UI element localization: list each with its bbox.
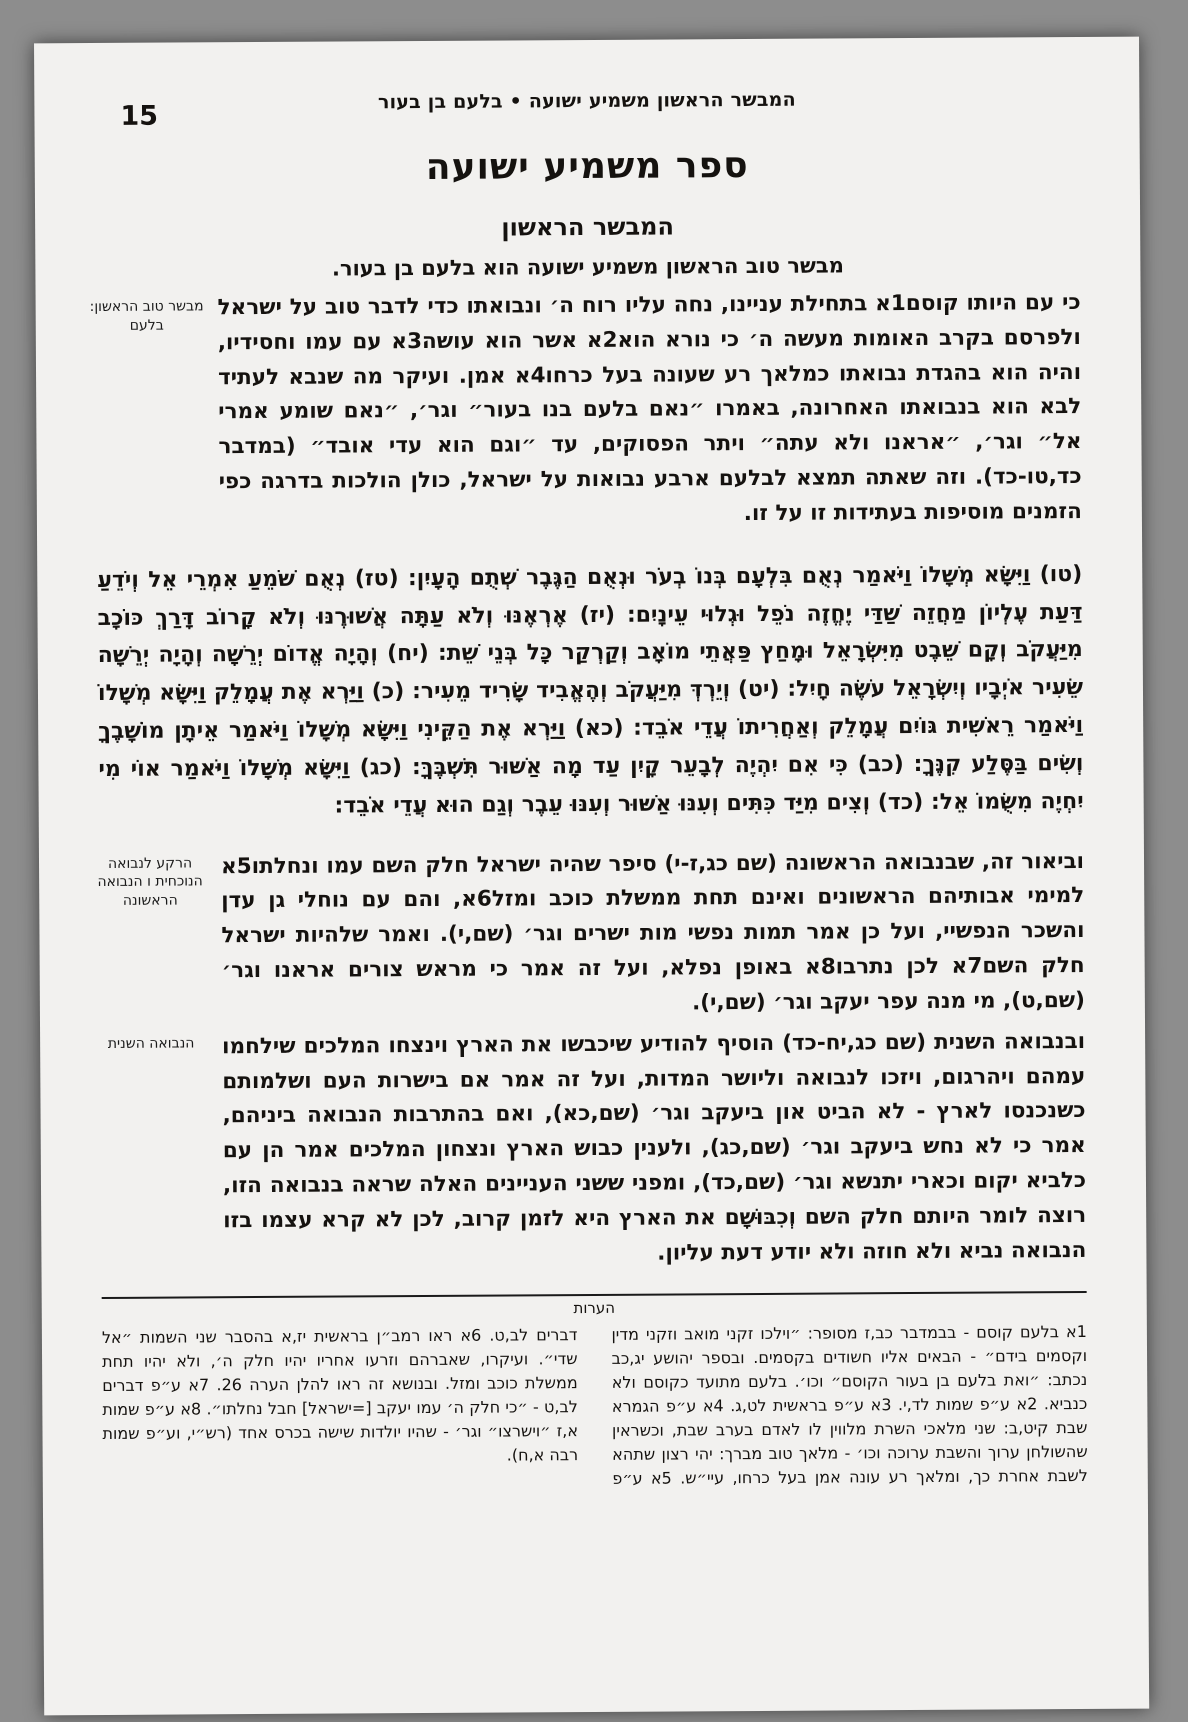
scripture-quote: (טו) וַיִּשָּׂא מְשָׁלוֹ וַיֹּאמַר נְאֻם בִּלְעָם בְּנוֹ בְעֹר וּנְאֻם הַגֶּבֶר שְׁתֻם הָעָיִן: (טז) נְאֻם שֹׁמֵעַ אִמְרֵי אֵל וְיֹדֵעַ דַּעַת עֶלְיוֹן מַחֲזֵה שַׁדַּי יֶחֱזֶה נֹפֵל וּגְלוּי עֵינָיִם: (יז) אֶרְאֶנּוּ וְלֹא עַתָּה אֲשׁוּרֶנּוּ וְלֹא קָרוֹב דָּרַךְ כּוֹכָב מִיַּעֲקֹב וְקָם שֵׁבֶט מִיִּשְׂרָאֵל וּמָחַץ פַּאֲתֵי מוֹאָב וְקַרְקַר כָּל בְּנֵי שֵׁת: (יח) וְהָיָה אֱדוֹם יְרֵשָׁה וְהָיָה יְרֵשָׁה שֵׂעִיר אֹיְבָיו וְיִשְׂרָאֵל עֹשֶׂה חָיִל: (יט) וְיֵרְדְּ מִיַּעֲקֹב וְהֶאֱבִיד שָׂרִיד מֵעִיר: (כ) וַיַּרְא אֶת עֲמָלֵק וַיִּשָּׂא מְשָׁלוֹ וַיֹּאמַר רֵאשִׁית גּוֹיִם עֲמָלֵק וְאַחֲרִיתוֹ עֲדֵי אֹבֵד: (כא) וַיַּרְא אֶת הַקֵּינִי וַיִּשָּׂא מְשָׁלוֹ וַיֹּאמַר אֵיתָן מוֹשָׁבֶךָ וְשִׂים בַּסֶּלַע קִנֶּךָ: (כב) כִּי אִם יִהְיֶה לְבָעֵר קָיִן עַד מָה אַשּׁוּר תִּשְׁבֶּךָּ: (כג) וַיִּשָּׂא מְשָׁלוֹ וַיֹּאמַר אוֹי מִי יִחְיֶה מִשֻּׂמוֹ אֵל: (כד) וְצִים מִיַּד כִּתִּים וְעִנּוּ אַשּׁוּר וְעִנּוּ עֵבֶר וְגַם הוּא עֲדֵי אֹבֵד: [97,561,1084,819]
notes-header: הערות [573,1298,616,1317]
side-gloss-1: מבשר טוב הראשון: בלעם [89,298,204,334]
footnote-item: 2א ע״פ שמות לד,י. [897,1393,1038,1414]
section-title: המבשר הראשון [501,212,675,242]
footnotes [102,1319,1088,1493]
footnote-item: 7א ע״פ דברים לב,ט - ״כי חלק ה׳ עמו יעקב [=ישראל] חבל נחלתו״. [102,1374,578,1418]
running-head: המבשר הראשון משמיע ישועה • בלעם בן בעור [377,88,796,114]
footnote-item: 8א ע״פ שמות א,ז ״וישרצו״ וגר׳ - שהיו יולדות שישה בכרס אחד (רש״י, וע״פ שמות רבה א,ח). [102,1398,579,1465]
footnote-item: 3א ע״פ בראשית לט,ג. [730,1394,892,1415]
footnote-item: 4א ע״פ הגמרא שבת קיט,ב: שני מלאכי השרת מלווין לו לאדם בערב שבת, וכשראין שהשולחן ערוך והשבת ערוכה וכו׳ - מלאך טוב מברך: יהי רצון שתהא לשבת אחרת כך, ומלאך רע עונה אמן בעל כרחו, עיי״ש. [611,1395,1088,1487]
book-page [34,37,1149,1716]
footnote-item: 5א ע״פ דברים לב,ט. [489,1324,672,1488]
paragraph-block-3 [100,1025,1086,1275]
paragraph-3: ובנבואה השנית (שם כג,יח-כד) הוסיף להודיע שיכבשו את הארץ וינצחו המלכים שילחמו עמהם ויהרגום, ויזכו לנבואה וליושר המדות, ועל זה אמר אם בישרות העם ושלמותם כשנכנסו לארץ - לא הביט און ביעקב וגר׳ (שם,כא), ואם בהתרבות הנבואה ביניהם, אמר כי לא נחש ביעקב וגר׳ (שם,כג), ולענין כבוש הארץ ונצחון המלכים אמר הן עם כלביא יקום וכארי יתנשא וגר׳ (שם,כד), ומפני ששני העניינים האלה שראה בנבואה הזו, רוצה לומר היותם חלק השם וְכִבּוּשָׁם את הארץ היא לזמן קרוב, לכן לא קרא עצמו בזו הנבואה נביא ולא חוזה ולא יודע דעת עליון. [222,1028,1087,1266]
paragraph-1: כי עם היותו קוסם1א בתחילת עניינו, נחה עליו רוח ה׳ ונבואתו כדי לדבר טוב על ישראל ולפרסם בקרב האומות מעשה ה׳ כי נורא הוא2א אשר הוא עושה3א עם עמו וחסידיו, והיה הוא בהגדת נבואתו כמלאך רע שעונה בעל כרחו4א אמן. ועיקר מה שנבא לעתיד לבא הוא בנבואתו האחרונה, באמרו ״נאם בלעם בנו בעור״ וגר׳, ״נאם שומע אמרי אל״ וגר׳, ״אראנו ולא עתה״ ויתר הפסוקים, עד ״וגם הוא עדי אובד״ (במדבר כד,טו-כד). וזה שאתה תמצא לבלעם ארבע נבואות על ישראל, כולן הולכות בדרגה כפי הזמנים מוסיפות בעתידות זו על זו. [217,289,1082,527]
paragraph-2: וביאור זה, שבנבואה הראשונה (שם כג,ז-י) סיפר שהיה ישראל חלק השם עמו ונחלתו5א למימי אבותיהם הראשונים ואינם תחת ממשלת כוכב ומזל6א, והם עם נוחלי גן עדן והשכר הנפשיי, ועל כן אמר תמות נפשי מות ישרים וגר׳ (שם,י). ואמר שלהיות ישראל חלק השם7א לכן נתרבו8א באופן נפלא, ועל זה אמר כי מראש צורים אראנו וגר׳ (שם,ט), מי מנה עפר יעקב וגר׳ (שם,י). [220,848,1085,1016]
side-gloss-3: הנבואה השנית [107,1035,195,1052]
paragraph-block-2 [99,845,1085,1025]
side-gloss-2: הרקע לנבואה הנוכחית ו הנבואה הראשונה [97,855,203,910]
paragraph-block-1 [89,286,1082,536]
page-content [34,37,1149,1716]
lead-line: מבשר טוב הראשון משמיע ישועה הוא בלעם בן בעור. [331,253,844,281]
page-number: 15 [120,100,159,132]
footnote-item: 6א ראו רמב״ן בראשית יז,א בהסבר שני השמות ״אל שדי״. ועיקרו, שאברהם וזרעו אחריו יהיו חלק ה׳, ולא יהיו תחת ממשלת כוכב ומזל. ובנושא זה ראו להלן הערה 26. [101,1325,578,1394]
book-title: ספר משמיע ישועה [425,145,749,188]
footnote-item: 1א בלעם קוסם - בבמדבר כב,ז מסופר: ״וילכו זקני מואב וזקני מדין וקסמים בידם״ - הבאים אליו חשודים בקסמים. ובספר יהושע יג,כב נכתב: ״ואת בלעם בן בעור הקוסם״ וכו׳. בלעם מתועד כקוסם ולא כנביא. [611,1321,1088,1413]
